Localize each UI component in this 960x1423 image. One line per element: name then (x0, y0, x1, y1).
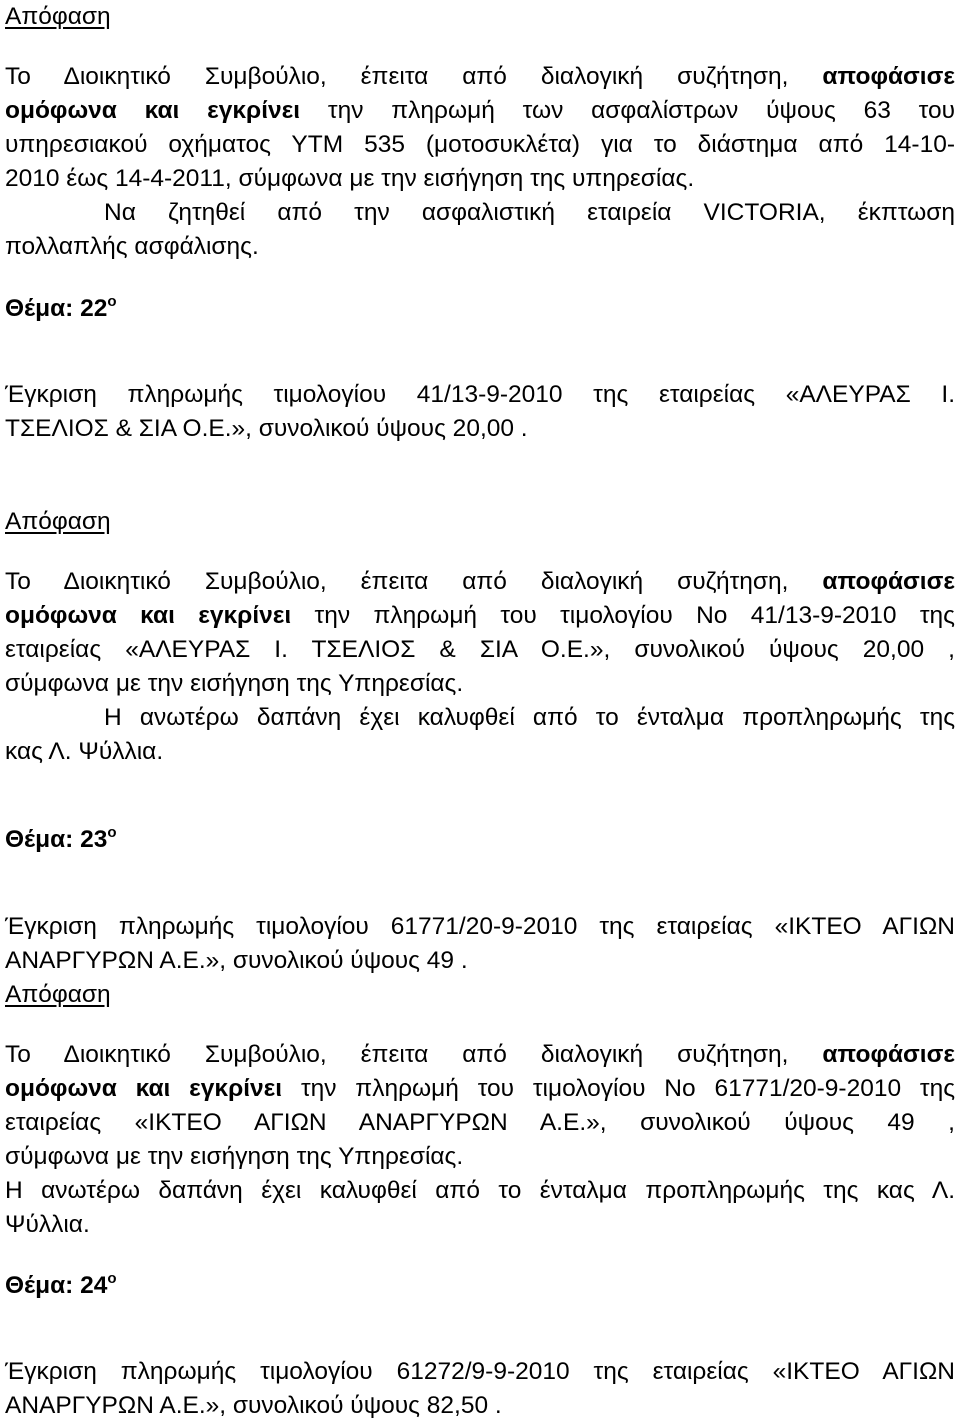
bold-text-run: αποφάσισε (822, 568, 955, 595)
decision-heading: Απόφαση (5, 508, 111, 535)
paragraph-line: Η ανωτέρω δαπάνη έχει καλυφθεί από το ένταλμα προπληρωμής της κας Λ. (5, 1177, 955, 1204)
topic-label: Θέμα: 23 (5, 826, 108, 854)
topic-description-line: Έγκριση πληρωμής τιμολογίου 61272/9-9-2010 της εταιρείας «ΙΚΤΕΟ ΑΓΙΩΝ (5, 1358, 955, 1385)
bold-text-run: ομόφωνα και εγκρίνει (5, 1075, 283, 1102)
ordinal-indicator: ο (107, 824, 117, 841)
paragraph-line (5, 94, 955, 128)
topic-label: Θέμα: 24 (5, 1272, 108, 1300)
paragraph-line: εταιρείας «ΙΚΤΕΟ ΑΓΙΩΝ ΑΝΑΡΓΥΡΩΝ Α.Ε.», συνολικού ύψους 49 , (5, 1109, 955, 1136)
paragraph-line: εταιρείας «ΑΛΕΥΡΑΣ Ι. ΤΣΕΛΙΟΣ & ΣΙΑ Ο.Ε.», συνολικού ύψους 20,00 , (5, 636, 955, 663)
paragraph-line: Ψύλλια. (5, 1211, 90, 1238)
topic-label: Θέμα: 22 (5, 295, 108, 323)
paragraph-line (5, 565, 955, 599)
topic-description-line: Έγκριση πληρωμής τιμολογίου 41/13-9-2010 της εταιρείας «ΑΛΕΥΡΑΣ Ι. (5, 381, 955, 408)
text-run: Το Διοικητικό Συμβούλιο, έπειτα από διαλογική συζήτηση, (5, 568, 823, 595)
bold-text-run: ομόφωνα και εγκρίνει (5, 602, 292, 629)
bold-text-run: αποφάσισε (822, 1041, 955, 1068)
topic-description-line: Έγκριση πληρωμής τιμολογίου 61771/20-9-2010 της εταιρείας «ΙΚΤΕΟ ΑΓΙΩΝ (5, 913, 955, 940)
topic-description-line: ΑΝΑΡΓΥΡΩΝ Α.Ε.», συνολικού ύψους 49 . (5, 947, 468, 974)
topic-heading (5, 1263, 955, 1303)
paragraph-line: Η ανωτέρω δαπάνη έχει καλυφθεί από το ένταλμα προπληρωμής της (104, 704, 955, 731)
paragraph-line: σύμφωνα με την εισήγηση της Υπηρεσίας. (5, 1143, 464, 1170)
topic-description-line: ΤΣΕΛΙΟΣ & ΣΙΑ Ο.Ε.», συνολικού ύψους 20,00 . (5, 415, 528, 442)
paragraph-line: σύμφωνα με την εισήγηση της Υπηρεσίας. (5, 670, 464, 697)
paragraph-line: πολλαπλής ασφάλισης. (5, 233, 259, 260)
paragraph-line: υπηρεσιακού οχήματος ΥΤΜ 535 (μοτοσυκλέτα) για το διάστημα από 14-10- (5, 131, 955, 158)
text-run: την πληρωμή του τιμολογίου Νο 61771/20-9-2010 της (282, 1075, 955, 1102)
text-run: Το Διοικητικό Συμβούλιο, έπειτα από διαλογική συζήτηση, (5, 63, 823, 90)
paragraph-line (5, 1038, 955, 1072)
bold-text-run: ομόφωνα και εγκρίνει (5, 97, 301, 124)
decision-heading: Απόφαση (5, 3, 111, 30)
paragraph-line (5, 599, 955, 633)
bold-text-run: αποφάσισε (822, 63, 955, 90)
paragraph-line: κας Λ. Ψύλλια. (5, 738, 164, 765)
topic-description-line: ΑΝΑΡΓΥΡΩΝ Α.Ε.», συνολικού ύψους 82,50 . (5, 1392, 502, 1419)
ordinal-indicator: ο (107, 293, 117, 310)
paragraph-line: 2010 έως 14-4-2011, σύμφωνα με την εισήγηση της υπηρεσίας. (5, 165, 695, 192)
topic-heading (5, 817, 955, 857)
paragraph-line (5, 60, 955, 94)
decision-heading: Απόφαση (5, 981, 111, 1008)
text-run: την πληρωμή των ασφαλίστρων ύψους 63 του (300, 97, 955, 124)
text-run: Το Διοικητικό Συμβούλιο, έπειτα από διαλογική συζήτηση, (5, 1041, 823, 1068)
ordinal-indicator: ο (107, 1270, 117, 1287)
paragraph-line (5, 1072, 955, 1106)
topic-heading (5, 286, 955, 326)
paragraph-line: Να ζητηθεί από την ασφαλιστική εταιρεία VICTORIA, έκπτωση (104, 199, 955, 226)
text-run: την πληρωμή του τιμολογίου Νο 41/13-9-2010 της (291, 602, 955, 629)
